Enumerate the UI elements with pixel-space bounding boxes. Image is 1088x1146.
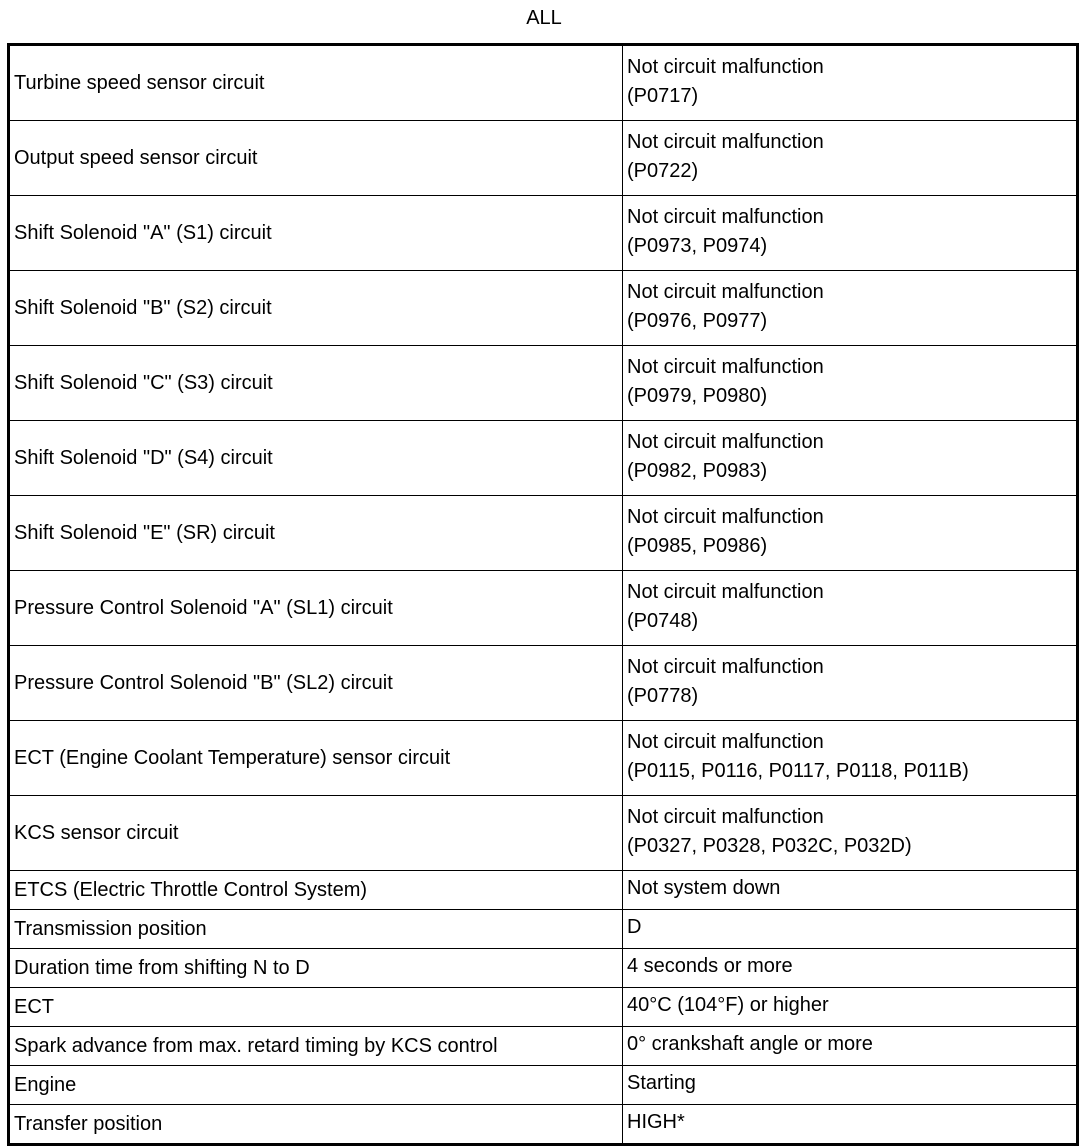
condition-cell: ETCS (Electric Throttle Control System) [9, 871, 623, 910]
table-row [9, 910, 1078, 949]
dtc-codes: (P0985, P0986) [627, 534, 768, 557]
status-text: Not circuit malfunction [627, 355, 824, 378]
status-cell [623, 45, 1078, 121]
condition-cell: Spark advance from max. retard timing by KCS control [9, 1027, 623, 1066]
condition-cell: Output speed sensor circuit [9, 121, 623, 196]
status-cell: HIGH* [623, 1105, 1078, 1145]
status-cell: Not system down [623, 871, 1078, 910]
status-cell: 40°C (104°F) or higher [623, 988, 1078, 1027]
status-text: Not circuit malfunction [627, 130, 824, 153]
condition-cell: Shift Solenoid "D" (S4) circuit [9, 421, 623, 496]
status-text: Not circuit malfunction [627, 505, 824, 528]
status-cell [623, 721, 1078, 796]
status-text: Not circuit malfunction [627, 430, 824, 453]
condition-cell: Transmission position [9, 910, 623, 949]
condition-cell: KCS sensor circuit [9, 796, 623, 871]
table-row [9, 949, 1078, 988]
conditions-table [7, 43, 1079, 1146]
condition-cell: Shift Solenoid "A" (S1) circuit [9, 196, 623, 271]
status-cell: D [623, 910, 1078, 949]
status-cell [623, 421, 1078, 496]
condition-cell: Pressure Control Solenoid "B" (SL2) circuit [9, 646, 623, 721]
dtc-codes: (P0327, P0328, P032C, P032D) [627, 834, 912, 857]
status-text: Not circuit malfunction [627, 730, 824, 753]
condition-cell: Shift Solenoid "E" (SR) circuit [9, 496, 623, 571]
status-cell [623, 646, 1078, 721]
status-cell [623, 346, 1078, 421]
table-heading: ALL [526, 7, 562, 29]
dtc-codes: (P0748) [627, 609, 699, 632]
table-row [9, 496, 1078, 571]
status-cell [623, 196, 1078, 271]
table-row [9, 45, 1078, 121]
table-row [9, 871, 1078, 910]
status-cell [623, 796, 1078, 871]
status-text: Not circuit malfunction [627, 280, 824, 303]
status-cell: 4 seconds or more [623, 949, 1078, 988]
table-row [9, 721, 1078, 796]
status-cell [623, 496, 1078, 571]
status-cell: 0° crankshaft angle or more [623, 1027, 1078, 1066]
status-text: Not circuit malfunction [627, 655, 824, 678]
table-row [9, 1105, 1078, 1145]
table-row [9, 646, 1078, 721]
condition-cell: Duration time from shifting N to D [9, 949, 623, 988]
status-cell [623, 271, 1078, 346]
condition-cell: Transfer position [9, 1105, 623, 1145]
dtc-codes: (P0973, P0974) [627, 234, 768, 257]
table-row [9, 571, 1078, 646]
table-row [9, 121, 1078, 196]
status-text: Not circuit malfunction [627, 55, 824, 78]
condition-cell: Shift Solenoid "C" (S3) circuit [9, 346, 623, 421]
condition-cell: Pressure Control Solenoid "A" (SL1) circuit [9, 571, 623, 646]
table-row [9, 1066, 1078, 1105]
table-row [9, 1027, 1078, 1066]
dtc-codes: (P0982, P0983) [627, 459, 768, 482]
table-row [9, 796, 1078, 871]
table-row [9, 346, 1078, 421]
dtc-codes: (P0979, P0980) [627, 384, 768, 407]
status-text: Not circuit malfunction [627, 805, 824, 828]
table-row [9, 421, 1078, 496]
dtc-codes: (P0778) [627, 684, 699, 707]
table-row [9, 196, 1078, 271]
condition-cell: Shift Solenoid "B" (S2) circuit [9, 271, 623, 346]
dtc-codes: (P0717) [627, 84, 699, 107]
dtc-codes: (P0722) [627, 159, 699, 182]
status-text: Not circuit malfunction [627, 580, 824, 603]
status-cell [623, 571, 1078, 646]
condition-cell: ECT [9, 988, 623, 1027]
table-row [9, 271, 1078, 346]
condition-cell: Engine [9, 1066, 623, 1105]
dtc-codes: (P0976, P0977) [627, 309, 768, 332]
condition-cell: Turbine speed sensor circuit [9, 45, 623, 121]
table-row [9, 988, 1078, 1027]
dtc-codes: (P0115, P0116, P0117, P0118, P011B) [627, 759, 969, 782]
status-cell [623, 121, 1078, 196]
condition-cell: ECT (Engine Coolant Temperature) sensor circuit [9, 721, 623, 796]
status-text: Not circuit malfunction [627, 205, 824, 228]
status-cell: Starting [623, 1066, 1078, 1105]
